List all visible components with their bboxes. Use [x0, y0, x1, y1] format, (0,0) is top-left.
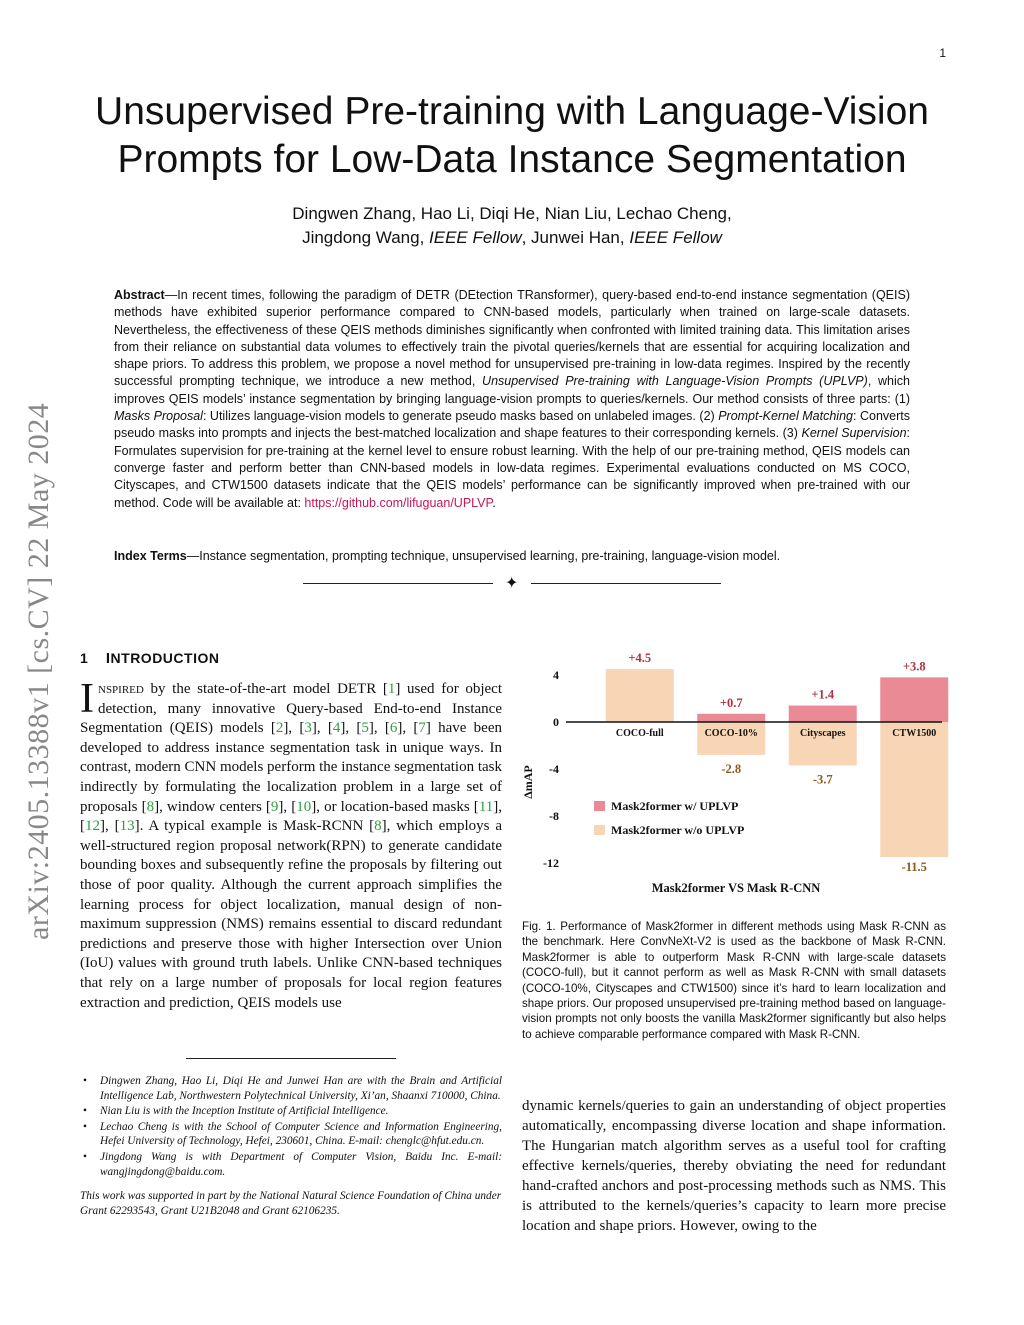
citation-link[interactable]: 7	[418, 720, 426, 737]
body-text: ], [	[311, 720, 333, 737]
fellow-title: IEEE Fellow	[629, 228, 722, 247]
body-text: ] have been developed to address instance segmentation task in unique ways. In contrast, modern CNN models perform the instance segmentation task indirectly by formulating the localization problem in a large set of proposals [	[80, 720, 502, 815]
y-axis-label: ΔmAP	[521, 765, 535, 799]
abstract-label: Abstract	[114, 288, 165, 302]
bullet-icon: •	[83, 1105, 87, 1118]
citation-link[interactable]: 4	[332, 720, 341, 737]
footnotes	[80, 1074, 502, 1218]
arxiv-identifier[interactable]: arXiv:2405.13388v1 [cs.CV] 22 May 2024	[22, 402, 55, 940]
body-text: ], [	[340, 720, 362, 737]
bar-with-uplvp	[697, 714, 765, 722]
lead-word: nspired	[98, 681, 144, 697]
bullet-icon: •	[83, 1150, 87, 1163]
abstract-text: : Utilizes language-vision models to generate pseudo masks based on unlabeled images. (2)	[202, 409, 719, 424]
figure-1-chart	[518, 650, 954, 900]
section-number: 1	[80, 650, 89, 666]
body-text: ], or location-based masks [	[311, 798, 479, 815]
paper-title: Unsupervised Pre-training with Language-Vision Prompts for Low-Data Instance Segmentation	[95, 90, 929, 181]
body-text: ]. A typical example is Mask-RCNN [	[134, 818, 375, 835]
separator-star-icon: ✦	[505, 575, 519, 592]
author-names-b: , Junwei Han,	[521, 228, 630, 247]
citation-link[interactable]: 11	[478, 798, 494, 815]
author-line-1: Dingwen Zhang, Hao Li, Diqi He, Nian Liu, Lechao Cheng,	[292, 204, 732, 223]
category-label: COCO-10%	[704, 728, 758, 739]
citation-link[interactable]: 10	[296, 798, 312, 815]
x-axis-label: Mask2former VS Mask R-CNN	[651, 881, 821, 895]
drop-cap: I	[80, 676, 94, 722]
footnote-item	[80, 1150, 502, 1179]
category-label: Cityscapes	[799, 728, 846, 739]
author-line-2	[60, 226, 964, 250]
fellow-title: IEEE Fellow	[429, 228, 522, 247]
body-text: ], [	[397, 720, 419, 737]
body-text: ], [	[368, 720, 390, 737]
author-list	[60, 202, 964, 250]
data-label-negative: -11.5	[901, 860, 927, 875]
body-text: ] used for object detection, many innovative Query-based End-to-end Instance Segmentation (QEIS) models [	[80, 681, 502, 737]
method-name: Unsupervised Pre-training with Language-Vision Prompts (UPLVP)	[482, 374, 868, 389]
footnote-text: Nian Liu is with the Inception Institute of Artificial Intelligence.	[100, 1105, 389, 1118]
index-terms	[114, 548, 910, 565]
abstract-text: —In recent times, following the paradigm of DETR (DEtection TRansformer), query-based end-to-end instance segmentation (QEIS) methods have exhibited superior performance compared to CNN-based models, particularly when trained on large-scale datasets. Nevertheless, the effectiveness of these QEIS methods diminishes significantly when confronted with limited training data. This limitation arises from their reliance on substantial data volumes to effectively train the pivotal queries/kernels that are essential for acquiring localization and shape priors. To address this problem, we propose a novel method for unsupervised pre-training in low-data regimes. Inspired by the recently successful prompting technique, we introduce a new method,	[114, 288, 910, 389]
footnote-item	[80, 1074, 502, 1103]
bullet-icon: •	[83, 1120, 87, 1133]
method-part: Prompt-Kernel Matching	[718, 409, 853, 424]
abstract-text: , which improves QEIS models’ instance segmentation by bringing language-vision prompts to queries/kernels. Our method consists of three parts: (1)	[114, 374, 910, 406]
body-text: ], [	[278, 798, 297, 815]
body-text: ], [	[100, 818, 120, 835]
footnote-item	[80, 1120, 502, 1149]
footnote-text: Jingdong Wang is with Department of Computer Vision, Baidu Inc. E-mail: wangjingdong@baidu.com.	[100, 1150, 502, 1178]
abstract-text: .	[492, 495, 496, 510]
y-tick-label: -12	[543, 856, 559, 870]
footnote-item	[80, 1104, 502, 1119]
abstract	[114, 287, 910, 512]
body-text: ], [	[283, 720, 305, 737]
body-text: ], window centers [	[154, 798, 271, 815]
data-label-negative: -2.8	[721, 761, 742, 776]
y-tick-label: 0	[553, 715, 559, 729]
citation-link[interactable]: 1	[387, 681, 396, 697]
legend-swatch-without	[594, 825, 605, 835]
section-heading	[80, 650, 219, 667]
funding-note: This work was supported in part by the National Natural Science Foundation of China under Grant 62293543, Grant U21B2048 and Grant 62106235.	[80, 1190, 502, 1217]
body-text: by the state-of-the-art model DETR [	[143, 681, 388, 697]
citation-link[interactable]: 5	[361, 720, 369, 737]
bar-with-uplvp	[789, 706, 857, 722]
code-link[interactable]: https://github.com/lifuguan/UPLVP	[304, 495, 493, 510]
citation-link[interactable]: 3	[304, 720, 312, 737]
citation-link[interactable]: 2	[275, 720, 284, 737]
bar-without-uplvp	[880, 722, 948, 857]
y-tick-label: 4	[553, 668, 559, 682]
bullet-icon: •	[83, 1075, 87, 1087]
citation-link[interactable]: 8	[146, 798, 155, 815]
heading-initial: I	[105, 650, 111, 667]
page-number: 1	[939, 46, 946, 60]
bar-with-uplvp	[880, 677, 948, 722]
heading-rest: NTRODUCTION	[110, 650, 220, 666]
y-tick-label: -4	[549, 762, 559, 776]
intro-paragraph	[80, 676, 503, 1013]
data-label-positive: +1.4	[811, 687, 835, 702]
category-label: CTW1500	[892, 728, 937, 739]
citation-link[interactable]: 9	[270, 798, 279, 815]
body-paragraph: dynamic kernels/queries to gain an understanding of object properties automatically, encompassing diverse location and shape information. The Hungarian match algorithm serves as a useful tool for crafting effective kernels/queries, thereby obviating the need for redundant hand-crafted anchors and post-processing methods such as NMS. This is attributed to the kernels/queries’s capacity to learn more precise location and shape priors. However, owing to the	[522, 1098, 946, 1234]
citation-link[interactable]: 6	[389, 720, 398, 737]
data-label-positive: +0.7	[719, 695, 743, 710]
index-terms-text: —Instance segmentation, prompting technique, unsupervised learning, pre-training, language-vision model.	[186, 549, 781, 563]
footnote-text: Lechao Cheng is with the School of Computer Science and Information Engineering, Hefei University of Technology, Hefei, 230601, China. E-mail: chenglc@hfut.edu.cn.	[100, 1120, 502, 1148]
legend-swatch-with	[594, 801, 605, 811]
footnote-rule	[186, 1058, 396, 1059]
separator-line	[531, 583, 721, 584]
method-part: Masks Proposal	[114, 409, 203, 424]
body-text: ], [	[80, 798, 503, 835]
figure-caption: Fig. 1. Performance of Mask2former in different methods using Mask R-CNN as the benchmark. Here ConvNeXt-V2 is used as the backbone of Mask R-CNN. Mask2former is able to outperform Mask R-CNN with large-scale datasets (COCO-full), but it cannot perform as well as Mask R-CNN with small datasets (COCO-10%, Cityscapes and CTW1500) since it’s hard to learn localization and shape priors. Our proposed unsupervised pre-training method based on language-vision prompts not only boosts the vanilla Mask2former significantly but also helps to achieve comparable performance compared with Mask R-CNN.	[522, 920, 946, 1041]
data-label-negative: -3.7	[812, 772, 833, 787]
body-text: ], which employs a well-structured region proposal network(RPN) to generate candidate bounding boxes and subsequently refine the proposals by filtering out those of poor quality. Although the current approach simplifies the learning process for object localization, manual design of non-maximum suppression (NMS) remains essential to discard redundant predictions and preserve those with higher Intersection over Union (IoU) values with ground truth labels. Unlike CNN-based techniques that rely on a large number of proposals for local region features extraction and prediction, QEIS models use	[80, 818, 502, 1011]
bar-with-uplvp	[606, 669, 674, 722]
method-part: Kernel Supervision	[801, 426, 907, 441]
footnote-text: Dingwen Zhang, Hao Li, Diqi He and Junwei Han are with the Brain and Artificial Intelligence Lab, Northwestern Polytechnical University, Xi’an, Shaanxi 710000, China.	[100, 1075, 502, 1102]
index-terms-label: Index Terms	[114, 549, 187, 563]
legend-label-with: Mask2former w/ UPLVP	[611, 799, 739, 813]
y-tick-label: -8	[549, 809, 559, 823]
data-label-positive: +4.5	[628, 651, 652, 666]
citation-link[interactable]: 13	[119, 818, 135, 835]
author-names-a: Jingdong Wang,	[302, 228, 430, 247]
category-label: COCO-full	[615, 728, 664, 739]
abstract-text: : Converts pseudo masks into prompts and injects the best-matched localization and shape features to their corresponding kernels. (3)	[114, 409, 910, 441]
legend-label-without: Mask2former w/o UPLVP	[611, 823, 745, 837]
data-label-positive: +3.8	[902, 659, 926, 674]
abstract-text: : Formulates supervision for pre-training at the kernel level to ensure robust learning. With the help of our pre-training method, QEIS models can converge faster and perform better than CNN-based models in low-data regimes. Experimental evaluations conducted on MS COCO, Cityscapes, and CTW1500 datasets indicate that the QEIS models’ performance can be significantly improved when pre-trained with our method. Code will be available at:	[114, 426, 911, 510]
citation-link[interactable]: 8	[374, 818, 382, 835]
citation-link[interactable]: 12	[85, 818, 100, 835]
separator-line	[303, 583, 493, 584]
